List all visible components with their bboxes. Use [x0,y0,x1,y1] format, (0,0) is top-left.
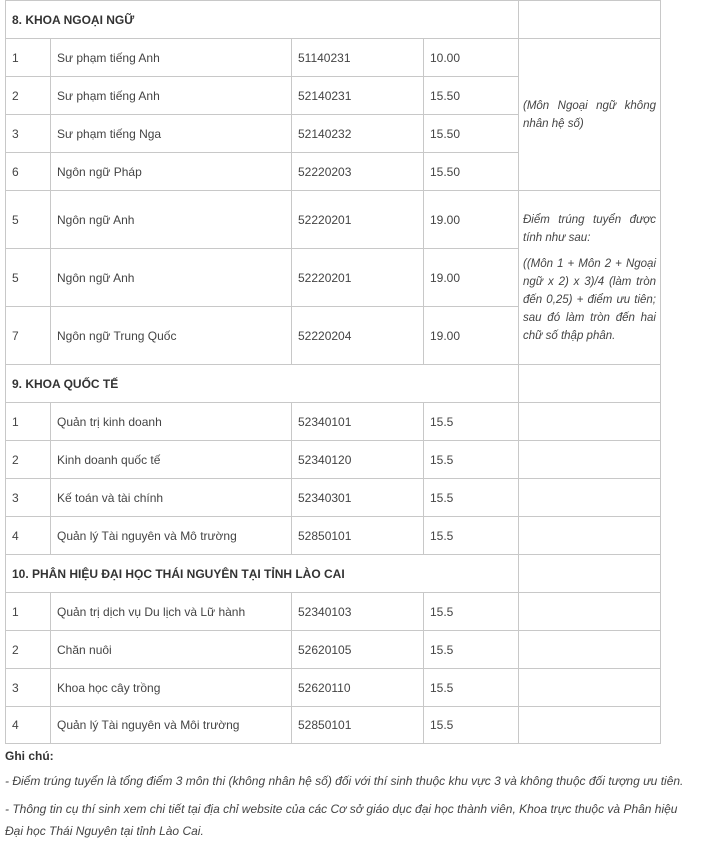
note-item: - Thông tin cụ thí sinh xem chi tiết tại địa chỉ website của các Cơ sở giáo dục đại học thành viên, Khoa trực thuộc và Phân hiệu Đại học Thái Nguyên tại tỉnh Lào Cai. [5,802,678,838]
row-major-name: Kế toán và tài chính [51,479,292,517]
notes-block [0,746,703,842]
row-major-code: 51140231 [292,39,424,77]
empty-cell [519,593,661,631]
row-major-code: 52220201 [292,191,424,249]
row-major-code: 52620105 [292,631,424,669]
empty-cell [519,479,661,517]
table-row [6,441,661,479]
row-score: 15.5 [424,441,519,479]
table-row [6,669,661,707]
row-major-name: Khoa học cây trồng [51,669,292,707]
row-major-code: 52140232 [292,115,424,153]
table-row [6,593,661,631]
row-major-name: Ngôn ngữ Anh [51,249,292,307]
empty-cell [519,441,661,479]
row-major-name: Kinh doanh quốc tế [51,441,292,479]
row-stt: 1 [6,39,51,77]
empty-cell [519,555,661,593]
row-score: 15.5 [424,631,519,669]
row-major-name: Quản trị kinh doanh [51,403,292,441]
empty-cell [519,365,661,403]
empty-cell [519,1,661,39]
row-score: 19.00 [424,191,519,249]
row-major-name: Sư phạm tiếng Nga [51,115,292,153]
table-row [6,403,661,441]
row-score: 15.50 [424,153,519,191]
row-score: 15.5 [424,517,519,555]
row-score: 10.00 [424,39,519,77]
row-major-code: 52340101 [292,403,424,441]
row-score: 15.50 [424,115,519,153]
row-major-name: Quản lý Tài nguyên và Mô trường [51,517,292,555]
table-row [6,191,661,249]
row-major-code: 52340301 [292,479,424,517]
row-stt: 1 [6,403,51,441]
row-major-code: 52140231 [292,77,424,115]
row-stt: 3 [6,115,51,153]
row-stt: 1 [6,593,51,631]
row-stt: 6 [6,153,51,191]
formula-note-cell [519,191,661,365]
row-major-name: Ngôn ngữ Trung Quốc [51,307,292,365]
row-stt: 2 [6,441,51,479]
note-item: - Điểm trúng tuyển là tổng điểm 3 môn thi (không nhân hệ số) đối với thí sinh thuộc khu vực 3 và không thuộc đối tượng ưu tiên. [5,774,684,788]
section-title: 8. KHOA NGOẠI NGỮ [6,1,519,39]
table-row [6,479,661,517]
empty-cell [519,631,661,669]
row-major-name: Sư phạm tiếng Anh [51,77,292,115]
row-major-code: 52850101 [292,707,424,744]
section-header-row [6,555,661,593]
row-major-name: Ngôn ngữ Anh [51,191,292,249]
row-stt: 2 [6,77,51,115]
row-major-code: 52220201 [292,249,424,307]
row-major-code: 52340120 [292,441,424,479]
row-stt: 5 [6,249,51,307]
row-score: 15.5 [424,403,519,441]
row-stt: 2 [6,631,51,669]
row-major-code: 52850101 [292,517,424,555]
row-stt: 4 [6,517,51,555]
row-major-name: Quản lý Tài nguyên và Môi trường [51,707,292,744]
empty-cell [519,403,661,441]
row-major-code: 52220204 [292,307,424,365]
table-row [6,707,661,744]
row-stt: 4 [6,707,51,744]
row-score: 15.5 [424,707,519,744]
empty-cell [519,517,661,555]
empty-cell [519,669,661,707]
row-score: 15.5 [424,479,519,517]
row-score: 15.5 [424,669,519,707]
row-major-name: Chăn nuôi [51,631,292,669]
section-header-row [6,1,661,39]
empty-cell [519,707,661,744]
table-row [6,517,661,555]
row-score: 15.5 [424,593,519,631]
row-major-name: Quản trị dịch vụ Du lịch và Lữ hành [51,593,292,631]
formula-note-intro: Điểm trúng tuyển được tính như sau: [523,213,656,244]
row-score: 15.50 [424,77,519,115]
row-stt: 3 [6,669,51,707]
row-major-code: 52220203 [292,153,424,191]
section-title: 9. KHOA QUỐC TẾ [6,365,519,403]
admission-score-table [5,0,661,744]
row-score: 19.00 [424,249,519,307]
section-header-row [6,365,661,403]
row-stt: 3 [6,479,51,517]
row-major-code: 52340103 [292,593,424,631]
note-cell: (Môn Ngoại ngữ không nhân hệ số) [519,39,661,191]
row-stt: 7 [6,307,51,365]
formula-note-body: ((Môn 1 + Môn 2 + Ngoại ngữ x 2) x 3)/4 (làm tròn đến 0,25) + điểm ưu tiên; sau đó làm tròn đến hai chữ số thập phân. [523,257,656,342]
row-major-name: Ngôn ngữ Pháp [51,153,292,191]
section-title: 10. PHÂN HIỆU ĐẠI HỌC THÁI NGUYÊN TẠI TỈNH LÀO CAI [6,555,519,593]
notes-label: Ghi chú: [5,749,54,763]
table-row [6,631,661,669]
row-major-name: Sư phạm tiếng Anh [51,39,292,77]
row-score: 19.00 [424,307,519,365]
row-major-code: 52620110 [292,669,424,707]
row-stt: 5 [6,191,51,249]
table-row [6,39,661,77]
